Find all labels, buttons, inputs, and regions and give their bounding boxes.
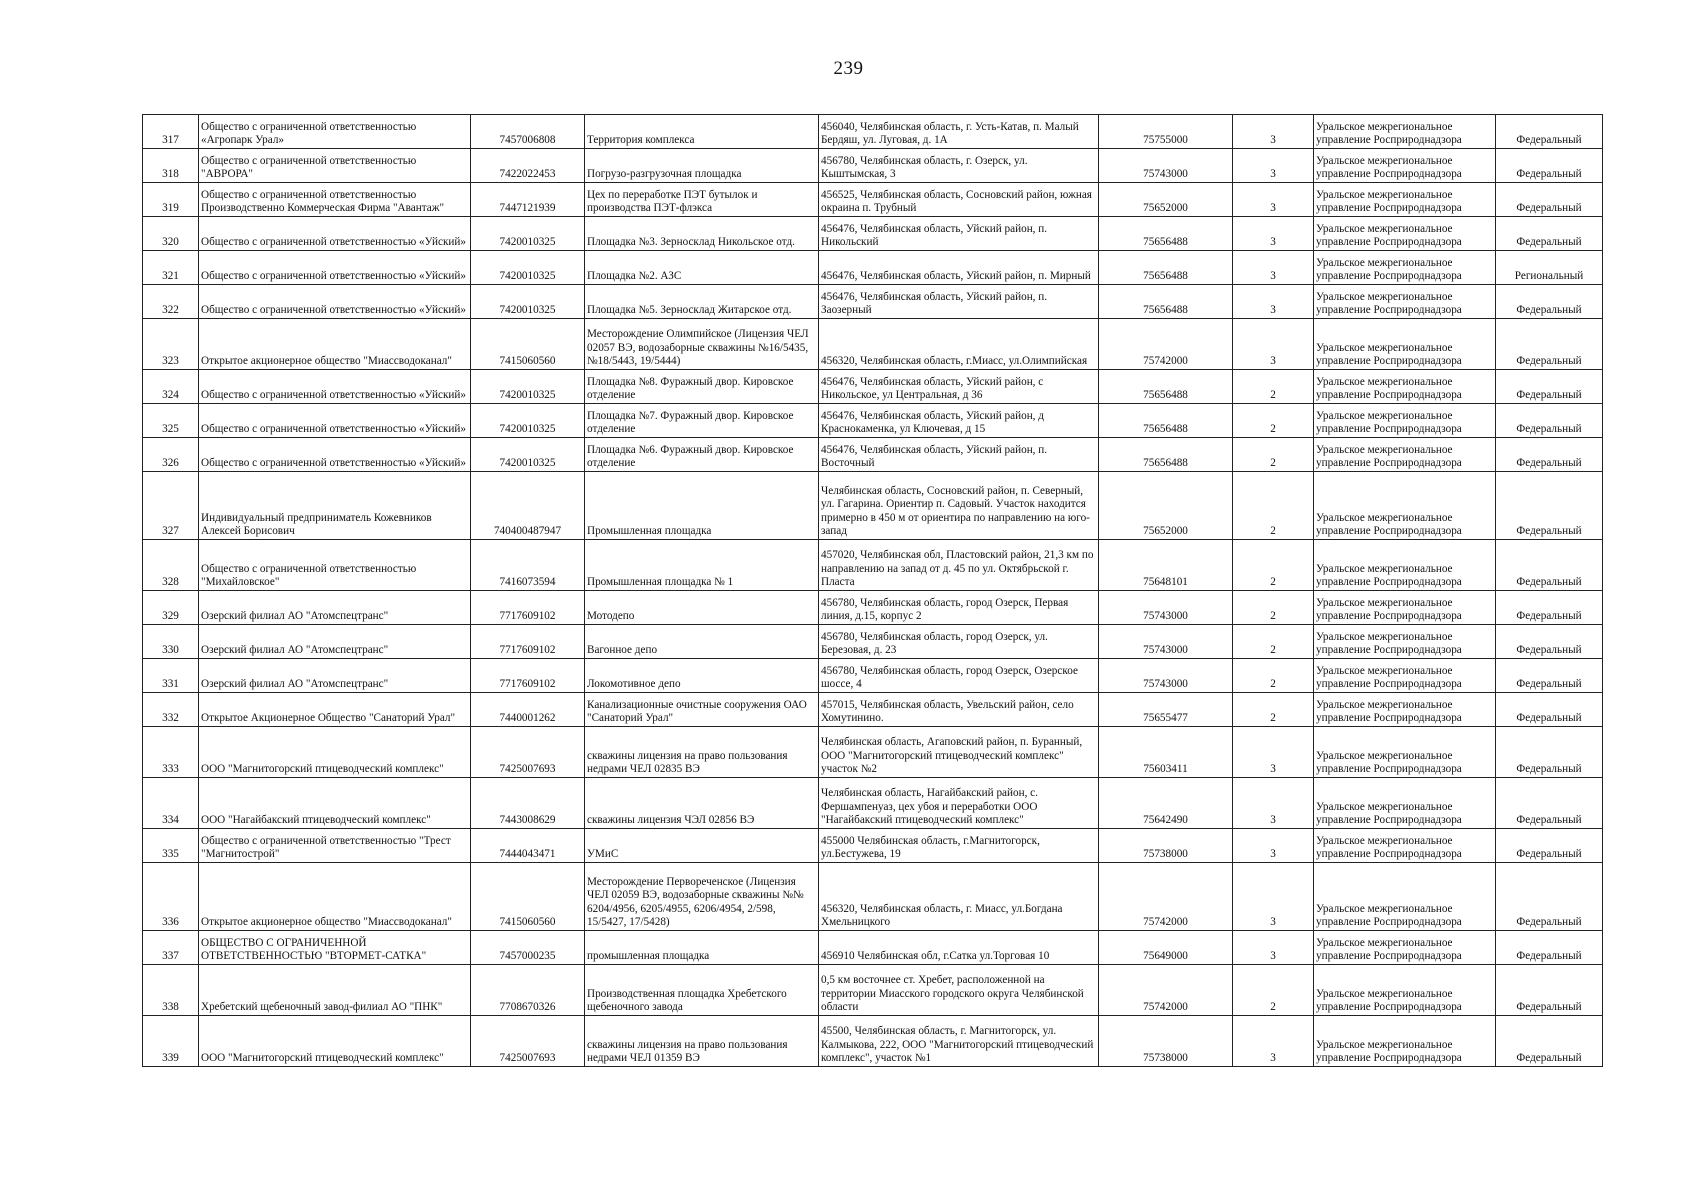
oktmo-code: 75656488 — [1099, 251, 1233, 285]
site-address: 456476, Челябинская область, Уйский район, с Никольское, ул Центральная, д 36 — [819, 370, 1099, 404]
supervising-authority: Уральское межрегиональное управление Росприроднадзора — [1314, 863, 1496, 931]
table-row — [143, 540, 1603, 591]
oktmo-code: 75656488 — [1099, 438, 1233, 472]
table-row — [143, 931, 1603, 965]
supervising-authority: Уральское межрегиональное управление Росприроднадзора — [1314, 285, 1496, 319]
row-number: 327 — [143, 472, 199, 540]
site-address: 456780, Челябинская область, город Озерск, Озерское шоссе, 4 — [819, 659, 1099, 693]
site-address: 456780, Челябинская область, город Озерск, Первая линия, д.15, корпус 2 — [819, 591, 1099, 625]
inn-code: 7443008629 — [471, 778, 585, 829]
oktmo-code: 75743000 — [1099, 149, 1233, 183]
inn-code: 7420010325 — [471, 438, 585, 472]
hazard-category: 2 — [1233, 438, 1314, 472]
site-name: Мотодепо — [585, 591, 819, 625]
organization-name: Открытое Акционерное Общество "Санаторий Урал" — [199, 693, 471, 727]
oktmo-code: 75652000 — [1099, 472, 1233, 540]
oktmo-code: 75742000 — [1099, 863, 1233, 931]
site-address: 45500, Челябинская область, г. Магнитогорск, ул. Калмыкова, 222, ООО "Магнитогорский птицеводческий комплекс", участок №1 — [819, 1016, 1099, 1067]
organization-name: Общество с ограниченной ответственностью «Уйский» — [199, 251, 471, 285]
inn-code: 7425007693 — [471, 1016, 585, 1067]
oktmo-code: 75743000 — [1099, 659, 1233, 693]
hazard-category: 3 — [1233, 727, 1314, 778]
oktmo-code: 75656488 — [1099, 285, 1233, 319]
oktmo-code: 75656488 — [1099, 370, 1233, 404]
site-name: Производственная площадка Хребетского щебеночного завода — [585, 965, 819, 1016]
table-row — [143, 183, 1603, 217]
hazard-category: 3 — [1233, 183, 1314, 217]
supervising-authority: Уральское межрегиональное управление Росприроднадзора — [1314, 727, 1496, 778]
site-address: 456040, Челябинская область, г. Усть-Катав, п. Малый Бердяш, ул. Луговая, д. 1А — [819, 115, 1099, 149]
site-address: 0,5 км восточнее ст. Хребет, расположенной на территории Миасского городского округа Челябинской области — [819, 965, 1099, 1016]
site-name: Площадка №5. Зерносклад Житарское отд. — [585, 285, 819, 319]
oktmo-code: 75649000 — [1099, 931, 1233, 965]
inn-code: 7422022453 — [471, 149, 585, 183]
supervision-level: Федеральный — [1496, 438, 1603, 472]
supervising-authority: Уральское межрегиональное управление Росприроднадзора — [1314, 438, 1496, 472]
site-address: 457015, Челябинская область, Увельский район, село Хомутинино. — [819, 693, 1099, 727]
site-name: Месторождение Олимпийское (Лицензия ЧЕЛ 02057 ВЭ, водозаборные скважины №16/5435, №18/5443, 19/5444) — [585, 319, 819, 370]
oktmo-code: 75738000 — [1099, 829, 1233, 863]
organization-name: Общество с ограниченной ответственностью «Агропарк Урал» — [199, 115, 471, 149]
inn-code: 7420010325 — [471, 404, 585, 438]
supervision-level: Федеральный — [1496, 778, 1603, 829]
site-name: Промышленная площадка № 1 — [585, 540, 819, 591]
supervising-authority: Уральское межрегиональное управление Росприроднадзора — [1314, 931, 1496, 965]
site-name: скважины лицензия ЧЭЛ 02856 ВЭ — [585, 778, 819, 829]
registry-body — [143, 115, 1603, 1067]
inn-code: 7457006808 — [471, 115, 585, 149]
row-number: 326 — [143, 438, 199, 472]
table-row — [143, 251, 1603, 285]
site-address: 456476, Челябинская область, Уйский район, д Краснокаменка, ул Ключевая, д 15 — [819, 404, 1099, 438]
oktmo-code: 75655477 — [1099, 693, 1233, 727]
site-address: 456476, Челябинская область, Уйский район, п. Заозерный — [819, 285, 1099, 319]
row-number: 322 — [143, 285, 199, 319]
site-name: Локомотивное депо — [585, 659, 819, 693]
table-row — [143, 1016, 1603, 1067]
supervising-authority: Уральское межрегиональное управление Росприроднадзора — [1314, 115, 1496, 149]
row-number: 325 — [143, 404, 199, 438]
site-address: 456476, Челябинская область, Уйский район, п. Восточный — [819, 438, 1099, 472]
organization-name: Общество с ограниченной ответственностью "АВРОРА" — [199, 149, 471, 183]
supervising-authority: Уральское межрегиональное управление Росприроднадзора — [1314, 251, 1496, 285]
supervising-authority: Уральское межрегиональное управление Росприроднадзора — [1314, 778, 1496, 829]
organization-name: Озерский филиал АО "Атомспецтранс" — [199, 591, 471, 625]
oktmo-code: 75742000 — [1099, 965, 1233, 1016]
inn-code: 7415060560 — [471, 319, 585, 370]
supervision-level: Региональный — [1496, 251, 1603, 285]
inn-code: 7415060560 — [471, 863, 585, 931]
site-address: 456780, Челябинская область, город Озерск, ул. Березовая, д. 23 — [819, 625, 1099, 659]
organization-name: Хребетский щебеночный завод-филиал АО "ПНК" — [199, 965, 471, 1016]
inn-code: 7420010325 — [471, 285, 585, 319]
hazard-category: 2 — [1233, 540, 1314, 591]
supervision-level: Федеральный — [1496, 965, 1603, 1016]
organization-name: Общество с ограниченной ответственностью «Уйский» — [199, 217, 471, 251]
row-number: 337 — [143, 931, 199, 965]
inn-code: 7708670326 — [471, 965, 585, 1016]
site-address: 456320, Челябинская область, г.Миасс, ул.Олимпийская — [819, 319, 1099, 370]
row-number: 331 — [143, 659, 199, 693]
hazard-category: 3 — [1233, 863, 1314, 931]
oktmo-code: 75743000 — [1099, 591, 1233, 625]
oktmo-code: 75652000 — [1099, 183, 1233, 217]
supervising-authority: Уральское межрегиональное управление Росприроднадзора — [1314, 591, 1496, 625]
site-name: Канализационные очистные сооружения ОАО "Санаторий Урал" — [585, 693, 819, 727]
inn-code: 740400487947 — [471, 472, 585, 540]
hazard-category: 3 — [1233, 829, 1314, 863]
supervision-level: Федеральный — [1496, 863, 1603, 931]
row-number: 328 — [143, 540, 199, 591]
inn-code: 7420010325 — [471, 251, 585, 285]
organization-name: ООО "Нагайбакский птицеводческий комплекс" — [199, 778, 471, 829]
row-number: 335 — [143, 829, 199, 863]
table-row — [143, 727, 1603, 778]
table-row — [143, 693, 1603, 727]
supervising-authority: Уральское межрегиональное управление Росприроднадзора — [1314, 965, 1496, 1016]
row-number: 339 — [143, 1016, 199, 1067]
organization-name: Общество с ограниченной ответственностью «Уйский» — [199, 438, 471, 472]
hazard-category: 2 — [1233, 472, 1314, 540]
site-name: промышленная площадка — [585, 931, 819, 965]
inn-code: 7420010325 — [471, 217, 585, 251]
supervision-level: Федеральный — [1496, 931, 1603, 965]
table-row — [143, 115, 1603, 149]
supervision-level: Федеральный — [1496, 659, 1603, 693]
site-name: Погрузо-разгрузочная площадка — [585, 149, 819, 183]
inn-code: 7420010325 — [471, 370, 585, 404]
site-address: Челябинская область, Агаповский район, п. Буранный, ООО "Магнитогорский птицеводческий комплекс" участок №2 — [819, 727, 1099, 778]
supervision-level: Федеральный — [1496, 540, 1603, 591]
table-row — [143, 829, 1603, 863]
supervising-authority: Уральское межрегиональное управление Росприроднадзора — [1314, 149, 1496, 183]
supervision-level: Федеральный — [1496, 472, 1603, 540]
site-name: Месторождение Первореченское (Лицензия ЧЕЛ 02059 ВЭ, водозаборные скважины №№ 6204/4956, 6205/4955, 6206/4954, 2/598, 15/5427, 17/5428) — [585, 863, 819, 931]
supervision-level: Федеральный — [1496, 625, 1603, 659]
supervision-level: Федеральный — [1496, 693, 1603, 727]
site-name: Площадка №7. Фуражный двор. Кировское отделение — [585, 404, 819, 438]
table-row — [143, 965, 1603, 1016]
hazard-category: 3 — [1233, 251, 1314, 285]
table-row — [143, 370, 1603, 404]
row-number: 321 — [143, 251, 199, 285]
site-address: 456476, Челябинская область, Уйский район, п. Никольский — [819, 217, 1099, 251]
organization-name: Общество с ограниченной ответственностью Производственно Коммерческая Фирма "Авантаж" — [199, 183, 471, 217]
table-row — [143, 625, 1603, 659]
row-number: 324 — [143, 370, 199, 404]
supervision-level: Федеральный — [1496, 404, 1603, 438]
inn-code: 7447121939 — [471, 183, 585, 217]
supervision-level: Федеральный — [1496, 217, 1603, 251]
supervision-level: Федеральный — [1496, 1016, 1603, 1067]
oktmo-code: 75656488 — [1099, 404, 1233, 438]
table-row — [143, 217, 1603, 251]
inn-code: 7416073594 — [471, 540, 585, 591]
organization-name: Общество с ограниченной ответственностью "Трест "Магнитострой" — [199, 829, 471, 863]
organization-name: ООО "Магнитогорский птицеводческий комплекс" — [199, 1016, 471, 1067]
site-name: скважины лицензия на право пользования недрами ЧЕЛ 01359 ВЭ — [585, 1016, 819, 1067]
oktmo-code: 75603411 — [1099, 727, 1233, 778]
inn-code: 7457000235 — [471, 931, 585, 965]
organization-name: Общество с ограниченной ответственностью «Уйский» — [199, 370, 471, 404]
inn-code: 7717609102 — [471, 625, 585, 659]
oktmo-code: 75642490 — [1099, 778, 1233, 829]
oktmo-code: 75738000 — [1099, 1016, 1233, 1067]
site-address: 455000 Челябинская область, г.Магнитогорск, ул.Бестужева, 19 — [819, 829, 1099, 863]
supervising-authority: Уральское межрегиональное управление Росприроднадзора — [1314, 659, 1496, 693]
organization-name: Озерский филиал АО "Атомспецтранс" — [199, 625, 471, 659]
oktmo-code: 75742000 — [1099, 319, 1233, 370]
table-row — [143, 404, 1603, 438]
hazard-category: 3 — [1233, 319, 1314, 370]
supervision-level: Федеральный — [1496, 727, 1603, 778]
supervising-authority: Уральское межрегиональное управление Росприроднадзора — [1314, 183, 1496, 217]
supervising-authority: Уральское межрегиональное управление Росприроднадзора — [1314, 1016, 1496, 1067]
row-number: 333 — [143, 727, 199, 778]
page-number: 239 — [833, 58, 864, 79]
row-number: 334 — [143, 778, 199, 829]
site-address: 457020, Челябинская обл, Пластовский район, 21,3 км по направлению на запад от д. 45 по ул. Октябрьской г. Пласта — [819, 540, 1099, 591]
site-name: Вагонное депо — [585, 625, 819, 659]
supervising-authority: Уральское межрегиональное управление Росприроднадзора — [1314, 540, 1496, 591]
supervising-authority: Уральское межрегиональное управление Росприроднадзора — [1314, 319, 1496, 370]
supervision-level: Федеральный — [1496, 115, 1603, 149]
site-name: Территория комплекса — [585, 115, 819, 149]
site-address: 456910 Челябинская обл, г.Сатка ул.Торговая 10 — [819, 931, 1099, 965]
inn-code: 7717609102 — [471, 659, 585, 693]
row-number: 329 — [143, 591, 199, 625]
site-name: скважины лицензия на право пользования недрами ЧЕЛ 02835 ВЭ — [585, 727, 819, 778]
organization-name: Открытое акционерное общество "Миассводоканал" — [199, 863, 471, 931]
organization-name: Озерский филиал АО "Атомспецтранс" — [199, 659, 471, 693]
row-number: 319 — [143, 183, 199, 217]
hazard-category: 2 — [1233, 693, 1314, 727]
site-name: УМиС — [585, 829, 819, 863]
organization-name: Индивидуальный предприниматель Кожевников Алексей Борисович — [199, 472, 471, 540]
organization-name: Общество с ограниченной ответственностью «Уйский» — [199, 404, 471, 438]
inn-code: 7717609102 — [471, 591, 585, 625]
site-address: 456476, Челябинская область, Уйский район, п. Мирный — [819, 251, 1099, 285]
row-number: 332 — [143, 693, 199, 727]
supervising-authority: Уральское межрегиональное управление Росприроднадзора — [1314, 693, 1496, 727]
oktmo-code: 75755000 — [1099, 115, 1233, 149]
site-name: Промышленная площадка — [585, 472, 819, 540]
hazard-category: 2 — [1233, 965, 1314, 1016]
supervision-level: Федеральный — [1496, 370, 1603, 404]
table-row — [143, 863, 1603, 931]
row-number: 323 — [143, 319, 199, 370]
site-name: Площадка №3. Зерносклад Никольское отд. — [585, 217, 819, 251]
hazard-category: 3 — [1233, 217, 1314, 251]
hazard-category: 3 — [1233, 285, 1314, 319]
supervision-level: Федеральный — [1496, 149, 1603, 183]
organization-name: Общество с ограниченной ответственностью «Уйский» — [199, 285, 471, 319]
inn-code: 7444043471 — [471, 829, 585, 863]
site-name: Площадка №2. АЗС — [585, 251, 819, 285]
hazard-category: 2 — [1233, 625, 1314, 659]
supervising-authority: Уральское межрегиональное управление Росприроднадзора — [1314, 217, 1496, 251]
organization-name: Открытое акционерное общество "Миассводоканал" — [199, 319, 471, 370]
row-number: 320 — [143, 217, 199, 251]
oktmo-code: 75648101 — [1099, 540, 1233, 591]
row-number: 317 — [143, 115, 199, 149]
hazard-category: 3 — [1233, 931, 1314, 965]
hazard-category: 2 — [1233, 370, 1314, 404]
site-name: Площадка №6. Фуражный двор. Кировское отделение — [585, 438, 819, 472]
site-name: Площадка №8. Фуражный двор. Кировское отделение — [585, 370, 819, 404]
organization-name: ОБЩЕСТВО С ОГРАНИЧЕННОЙ ОТВЕТСТВЕННОСТЬЮ "ВТОРМЕТ-САТКА" — [199, 931, 471, 965]
hazard-category: 3 — [1233, 149, 1314, 183]
site-address: Челябинская область, Сосновский район, п. Северный, ул. Гагарина. Ориентир п. Садовый. Участок находится примерно в 450 м от ориентира по направлению на юго-запад — [819, 472, 1099, 540]
hazard-category: 2 — [1233, 404, 1314, 438]
table-row — [143, 285, 1603, 319]
inn-code: 7425007693 — [471, 727, 585, 778]
site-name: Цех по переработке ПЭТ бутылок и производства ПЭТ-флэкса — [585, 183, 819, 217]
oktmo-code: 75743000 — [1099, 625, 1233, 659]
table-row — [143, 319, 1603, 370]
row-number: 330 — [143, 625, 199, 659]
oktmo-code: 75656488 — [1099, 217, 1233, 251]
supervision-level: Федеральный — [1496, 183, 1603, 217]
supervision-level: Федеральный — [1496, 591, 1603, 625]
supervising-authority: Уральское межрегиональное управление Росприроднадзора — [1314, 472, 1496, 540]
row-number: 338 — [143, 965, 199, 1016]
table-row — [143, 472, 1603, 540]
site-address: 456320, Челябинская область, г. Миасс, ул.Богдана Хмельницкого — [819, 863, 1099, 931]
supervision-level: Федеральный — [1496, 319, 1603, 370]
site-address: 456525, Челябинская область, Сосновский район, южная окраина п. Трубный — [819, 183, 1099, 217]
organization-name: Общество с ограниченной ответственностью "Михайловское" — [199, 540, 471, 591]
hazard-category: 2 — [1233, 659, 1314, 693]
supervision-level: Федеральный — [1496, 829, 1603, 863]
hazard-category: 2 — [1233, 591, 1314, 625]
supervising-authority: Уральское межрегиональное управление Росприроднадзора — [1314, 404, 1496, 438]
table-row — [143, 778, 1603, 829]
row-number: 318 — [143, 149, 199, 183]
hazard-category: 3 — [1233, 115, 1314, 149]
supervising-authority: Уральское межрегиональное управление Росприроднадзора — [1314, 370, 1496, 404]
supervising-authority: Уральское межрегиональное управление Росприроднадзора — [1314, 829, 1496, 863]
table-row — [143, 591, 1603, 625]
supervision-level: Федеральный — [1496, 285, 1603, 319]
hazard-category: 3 — [1233, 1016, 1314, 1067]
table-row — [143, 659, 1603, 693]
site-address: 456780, Челябинская область, г. Озерск, ул. Кыштымская, 3 — [819, 149, 1099, 183]
supervising-authority: Уральское межрегиональное управление Росприроднадзора — [1314, 625, 1496, 659]
site-address: Челябинская область, Нагайбакский район, с. Фершампенуаз, цех убоя и переработки ООО "Нагайбакский птицеводческий комплекс" — [819, 778, 1099, 829]
table-row — [143, 438, 1603, 472]
objects-registry-table — [142, 114, 1603, 1067]
table-row — [143, 149, 1603, 183]
inn-code: 7440001262 — [471, 693, 585, 727]
organization-name: ООО "Магнитогорский птицеводческий комплекс" — [199, 727, 471, 778]
row-number: 336 — [143, 863, 199, 931]
hazard-category: 3 — [1233, 778, 1314, 829]
